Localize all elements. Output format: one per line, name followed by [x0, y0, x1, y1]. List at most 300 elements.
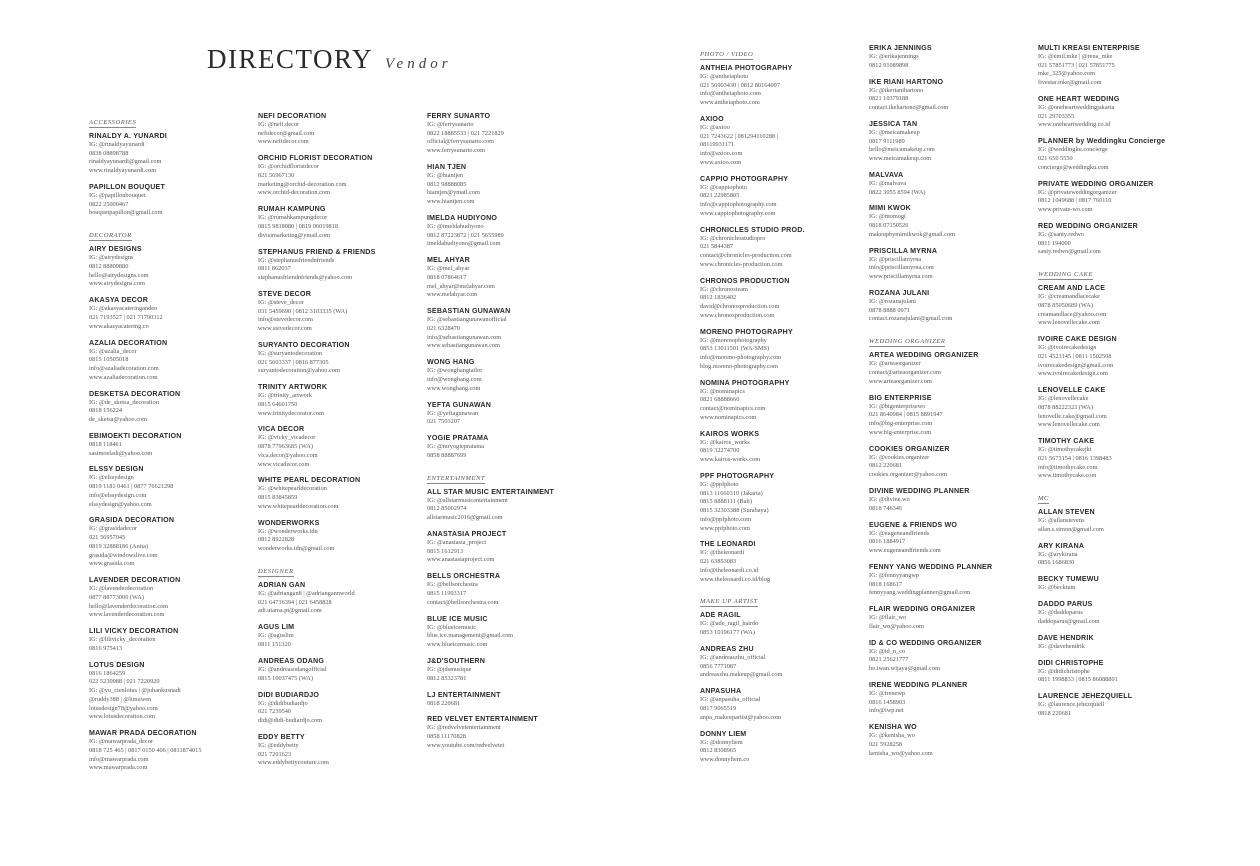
- vendor-name: WONG HANG: [427, 358, 475, 367]
- vendor-detail: IG: @bellsorchestra: [427, 581, 478, 589]
- vendor-detail: IG: @papillonbouquet: [89, 192, 146, 199]
- vendor-entry: [700, 610, 865, 637]
- vendor-detail: IG: @ivoirecakedesign: [1038, 344, 1097, 352]
- vendor-detail: IG: @axioo: [700, 124, 730, 131]
- vendor-detail: 0838 08898788: [89, 149, 129, 157]
- vendor-detail: IG: @santy.redwo: [1038, 230, 1084, 238]
- vendor-entry: [1038, 507, 1203, 534]
- vendor-detail: IG: @andreasodangofficial: [258, 665, 327, 673]
- vendor-detail: hello@lavenderdecoration.com: [89, 602, 169, 610]
- vendor-entry: [89, 131, 254, 176]
- vendor-name: RED VELVET ENTERTAINMENT: [427, 715, 538, 724]
- vendor-detail: IG: @airydesigns: [89, 254, 134, 262]
- vendor-detail: IG: @allstarmusicentertainment: [427, 496, 508, 504]
- vendor-entry: [89, 244, 254, 289]
- vendor-detail: 0818 156224: [89, 407, 123, 415]
- vendor-detail: IG: @steve_decor: [258, 298, 304, 306]
- vendor-detail: IG: @didibudiardjo: [258, 699, 308, 707]
- vendor-name: MORENO PHOTOGRAPHY: [700, 327, 793, 336]
- vendor-detail: info@timothycake.com: [1038, 463, 1098, 471]
- vendor-detail: info@stevedecor.com: [258, 316, 313, 324]
- vendor-detail: IG: @blueicemusic: [427, 623, 476, 631]
- vendor-name: MEL AHYAR: [427, 256, 470, 265]
- vendor-name: LAVENDER DECORATION: [89, 576, 181, 585]
- vendor-detail: 0811 151320: [258, 641, 291, 649]
- vendor-detail: blue.ice.management@gmail.com: [427, 632, 514, 640]
- vendor-detail: IG: @mryogiepratama: [427, 443, 485, 451]
- vendor-detail: info@iwp.net: [869, 707, 904, 715]
- vendor-detail: IG: @redvelvetentertainment: [427, 724, 501, 732]
- vendor-detail: 0878 85050689 (WA): [1038, 301, 1093, 309]
- vendor-detail: www.blueicemusic.com: [427, 641, 488, 649]
- vendor-detail: adi.utama.pt@gmail.com: [258, 607, 322, 615]
- vendor-entry: [869, 288, 1034, 324]
- vendor-detail: www.kairos-works.com: [700, 456, 761, 464]
- vendor-entry: [1038, 658, 1203, 685]
- vendor-entry: [258, 111, 423, 147]
- vendor-detail: IG: @andreaszhu_official: [700, 654, 766, 661]
- vendor-detail: IG: @irenewp: [869, 690, 906, 698]
- vendor-detail: 0812 1836402: [700, 294, 737, 302]
- vendor-detail: info@axioo.com: [700, 150, 743, 158]
- vendor-detail: 0815 1612913: [427, 547, 464, 555]
- vendor-detail: 0811 862037: [258, 265, 291, 273]
- vendor-name: YOGIE PRATAMA: [427, 434, 489, 443]
- vendor-detail: 0818 168617: [869, 580, 903, 588]
- vendor-detail: contact.ikehartono@gmail.com: [869, 104, 949, 111]
- vendor-detail: cookies.organizer@yahoo.com: [869, 471, 948, 479]
- vendor-name: AIRY DESIGNS: [89, 245, 142, 254]
- vendor-entry: [427, 111, 592, 156]
- vendor-detail: @ruddy388 | @limuwen: [89, 695, 152, 703]
- vendor-entry: [89, 389, 254, 425]
- vendor-entry: [1038, 94, 1203, 130]
- vendor-entry: [700, 686, 865, 722]
- vendor-detail: www.rinaldyayunardi.com: [89, 167, 157, 175]
- vendor-name: ADRIAN GAN: [258, 581, 306, 590]
- vendor-entry: [258, 289, 423, 334]
- vendor-name: IKE RIANI HARTONO: [869, 77, 944, 86]
- vendor-detail: 0812 85323781: [427, 674, 467, 682]
- vendor-detail: IG: @fennyyangwp: [869, 571, 920, 579]
- vendor-name: LOTUS DESIGN: [89, 660, 145, 669]
- vendor-detail: blog.moreno-photography.com: [700, 362, 778, 370]
- vendor-entry: [427, 357, 592, 393]
- vendor-entry: [427, 162, 592, 207]
- vendor-detail: contact@nominapics.com: [700, 405, 766, 413]
- vendor-entry: [700, 63, 865, 108]
- vendor-name: NOMINA PHOTOGRAPHY: [700, 378, 790, 387]
- vendor-detail: fennyyang.weddingplanner@gmail.com: [869, 589, 971, 597]
- vendor-detail: 0819 32888186 (Anita): [89, 542, 149, 550]
- vendor-detail: 0818 07150526: [869, 222, 909, 230]
- vendor-detail: IG: @ikerianihartono: [869, 86, 924, 94]
- vendor-entry: [427, 400, 592, 427]
- vendor-entry: [869, 722, 1034, 758]
- vendor-detail: IG: @chroniclesstudiopro: [700, 234, 766, 242]
- vendor-detail: 08119931171: [700, 141, 735, 149]
- vendor-detail: 0811 194000: [1038, 239, 1071, 247]
- vendor-detail: IG: @cappiophoto: [700, 183, 747, 191]
- vendor-detail: contact.rozanajulani@gmail.com: [869, 315, 953, 323]
- vendor-detail: info@cappiophotography.com: [700, 201, 777, 209]
- vendor-detail: vica.decor@yahoo.com: [258, 451, 318, 459]
- vendor-entry: [89, 626, 254, 653]
- vendor-detail: 0818 07864617: [427, 274, 467, 281]
- vendor-detail: IG: @didichristophe: [1038, 667, 1090, 675]
- vendor-detail: IG: @wonderworks.idn: [258, 527, 318, 535]
- vendor-detail: IG: @flair_wo: [869, 614, 907, 622]
- vendor-entry: [427, 690, 592, 709]
- vendor-entry: [258, 732, 423, 768]
- vendor-detail: 0858 88887699: [427, 451, 467, 459]
- vendor-name: LILI VICKY DECORATION: [89, 627, 179, 636]
- vendor-detail: www.eddybettycouture.com: [258, 759, 329, 767]
- vendor-name: YEFTA GUNAWAN: [427, 400, 492, 409]
- vendor-detail: didi@didi-budiardjo.com: [258, 716, 323, 724]
- vendor-name: DIDI CHRISTOPHE: [1038, 658, 1104, 667]
- vendor-entry: [700, 471, 865, 533]
- vendor-detail: IG: @imeldahudiyono: [427, 223, 484, 230]
- vendor-name: LAURENCE JEHEZQUIELL: [1038, 692, 1133, 701]
- vendor-detail: www.melahyar.com: [427, 291, 478, 299]
- vendor-entry: [869, 203, 1034, 239]
- vendor-detail: 021 7201623: [258, 750, 292, 758]
- vendor-name: ANPASUHA: [700, 687, 742, 696]
- directory-title: [207, 44, 452, 75]
- title-main: DIRECTORY: [207, 44, 374, 74]
- vendor-detail: www.airydesigns.com: [89, 280, 145, 288]
- vendor-detail: IG: @laurence.jehezquiell: [1038, 701, 1105, 709]
- vendor-detail: IG: @aguslim: [258, 632, 294, 640]
- vendor-entry: [427, 529, 592, 565]
- vendor-detail: www.stevedecor.com: [258, 325, 312, 332]
- vendor-detail: 021 7243622 | 081294110288 |: [700, 132, 778, 140]
- vendor-detail: info@wonghang.com: [427, 376, 482, 383]
- vendor-detail: 0815 8888111 (Bali): [700, 498, 753, 506]
- vendor-detail: 0812 87223872 | 021 5655989: [427, 231, 504, 239]
- vendor-detail: IG: @allanstevens: [1038, 517, 1085, 525]
- vendor-detail: grasida@windowslive.com: [89, 551, 158, 559]
- vendor-detail: info@ppfphoto.com: [700, 515, 752, 523]
- vendor-detail: IG: @malvava: [869, 179, 907, 187]
- vendor-detail: IG: @jdsmusique: [427, 665, 472, 673]
- vendor-name: THE LEONARDI: [700, 540, 756, 549]
- vendor-detail: 021 5603337 | 0816 877305: [258, 358, 329, 366]
- vendor-detail: www.antheiaphoto.com: [700, 99, 760, 107]
- vendor-detail: IG: @hiantjen: [427, 172, 464, 179]
- vendor-name: CHRONOS PRODUCTION: [700, 276, 790, 285]
- vendor-name: RUMAH KAMPUNG: [258, 205, 326, 214]
- vendor-detail: 021 64716394 | 021 6458828: [258, 598, 332, 606]
- vendor-name: DAVE HENDRIK: [1038, 633, 1094, 642]
- vendor-detail: sasimoeladi@yahoo.com: [89, 449, 153, 457]
- vendor-detail: www.mawarprada.com: [89, 764, 148, 772]
- vendor-detail: IG: @orchidfloristdecor: [258, 163, 319, 171]
- vendor-detail: 021 56967130: [258, 172, 295, 179]
- vendor-detail: de_sketsa@yahoo.com: [89, 416, 148, 423]
- vendor-detail: 022 5230088 | 021 7220920: [89, 678, 160, 686]
- vendor-entry: [89, 182, 254, 218]
- vendor-detail: IG: @momogi: [869, 213, 906, 221]
- vendor-detail: IG: @stephanusfriendnfriends: [258, 256, 335, 264]
- vendor-detail: 0822 18885533 | 021 7221829: [427, 129, 504, 137]
- vendor-detail: kenisha_wo@yahoo.com: [869, 749, 933, 757]
- vendor-detail: IG: @creamandlacecake: [1038, 293, 1100, 301]
- section-heading: DESIGNER: [258, 568, 294, 576]
- vendor-entry: [700, 225, 865, 270]
- vendor-entry: [1038, 633, 1203, 652]
- vendor-name: RED WEDDING ORGANIZER: [1038, 221, 1138, 230]
- vendor-entry: [869, 486, 1034, 513]
- vendor-detail: www.ferrysunarto.com: [427, 147, 485, 155]
- vendor-detail: IG: @mel_ahyar: [427, 265, 470, 273]
- vendor-detail: 0858 11170828: [427, 733, 466, 741]
- vendor-name: DADDO PARUS: [1038, 600, 1093, 609]
- vendor-name: KENISHA WO: [869, 723, 917, 732]
- vendor-detail: 0812 88809880: [89, 263, 129, 270]
- vendor-detail: IG: @adriangan8 | @adriangannworld: [258, 590, 355, 598]
- vendor-entry: [258, 382, 423, 418]
- vendor-name: FLAIR WEDDING ORGANIZER: [869, 605, 976, 614]
- vendor-entry: [1038, 283, 1203, 328]
- vendor-detail: 021 5844387: [700, 243, 734, 251]
- vendor-detail: www.grasida.com: [89, 560, 135, 568]
- vendor-entry: [869, 77, 1034, 113]
- vendor-detail: 0853 10196177 (WA): [700, 629, 755, 637]
- vendor-name: ID & CO WEDDING ORGANIZER: [869, 638, 982, 647]
- vendor-detail: santy.redwo@gmail.com: [1038, 248, 1101, 256]
- vendor-entry: [258, 690, 423, 726]
- vendor-entry: [700, 276, 865, 321]
- vendor-detail: IG: @vicky_vicadecor: [258, 434, 316, 442]
- vendor-entry: [1038, 334, 1203, 379]
- vendor-name: ELSSY DESIGN: [89, 465, 144, 474]
- vendor-detail: info@theleonardi.co.id: [700, 566, 759, 574]
- vendor-entry: [1038, 691, 1203, 718]
- vendor-detail: www.lenovellecake.com: [1038, 319, 1100, 327]
- vendor-detail: 0822 25000467: [89, 200, 129, 208]
- vendor-entry: [427, 487, 592, 523]
- vendor-name: BIG ENTERPRISE: [869, 393, 932, 402]
- vendor-name: PRISCILLA MYRNA: [869, 246, 938, 255]
- vendor-name: ROZANA JULANI: [869, 289, 930, 298]
- vendor-detail: IG: @whitepearldecoration: [258, 485, 327, 493]
- vendor-name: LJ ENTERTAINMENT: [427, 690, 501, 699]
- vendor-name: CHRONICLES STUDIO PROD.: [700, 225, 805, 234]
- vendor-detail: allstarmusic2016@gmail.com: [427, 514, 503, 522]
- vendor-name: HIAN TJEN: [427, 163, 467, 171]
- vendor-name: SEBASTIAN GUNAWAN: [427, 307, 511, 316]
- vendor-detail: info@sebastiangunawan.com: [427, 333, 502, 341]
- vendor-detail: www.lotusdecoration.com: [89, 713, 156, 721]
- section-heading: ENTERTAINMENT: [427, 474, 486, 482]
- vendor-entry: [89, 660, 254, 722]
- vendor-detail: www.hiantjen.com: [427, 198, 475, 206]
- vendor-detail: 0816 1458903: [869, 698, 906, 706]
- vendor-entry: [89, 295, 254, 331]
- section-heading: PHOTO / VIDEO: [700, 51, 754, 58]
- vendor-detail: IG: @kairos_works: [700, 438, 750, 446]
- vendor-detail: 021 56957045: [89, 534, 126, 542]
- vendor-detail: IG: @suryantodecoration: [258, 349, 323, 357]
- vendor-entry: [700, 429, 865, 465]
- vendor-detail: 0816 975413: [89, 644, 123, 652]
- vendor-detail: IG: @de_sketsa_decoration: [89, 398, 159, 406]
- vendor-entry: [869, 119, 1034, 164]
- vendor-name: TIMOTHY CAKE: [1038, 437, 1095, 446]
- vendor-detail: IG: @rozanajulani: [869, 298, 916, 306]
- vendor-detail: 0878 8888 0971: [869, 306, 910, 314]
- vendor-detail: 0811 1998833 | 0815 86088801: [1038, 676, 1118, 684]
- vendor-entry: [869, 393, 1034, 438]
- vendor-detail: www.timothycake.com: [1038, 472, 1097, 480]
- vendor-entry: [258, 656, 423, 683]
- vendor-name: STEPHANUS FRIEND & FRIENDS: [258, 247, 376, 256]
- vendor-detail: hiantjen@ymail.com: [427, 189, 480, 197]
- vendor-name: COOKIES ORGANIZER: [869, 444, 950, 453]
- vendor-detail: info@azaliadecoration.com: [89, 365, 159, 372]
- vendor-detail: 021 7239540: [258, 708, 292, 716]
- vendor-detail: www.nominapics.com: [700, 413, 757, 421]
- vendor-detail: info@moreno-photography.com: [700, 354, 782, 362]
- vendor-entry: [869, 520, 1034, 556]
- vendor-entry: [869, 562, 1034, 598]
- vendor-detail: 0856 7771087: [700, 662, 737, 670]
- vendor-detail: IG: @anpasuha_official: [700, 696, 761, 704]
- vendor-entry: [427, 213, 592, 249]
- vendor-detail: www.donnyliem.co: [700, 756, 750, 763]
- vendor-entry: [89, 728, 254, 773]
- section-heading: WEDDING CAKE: [1038, 271, 1093, 279]
- vendor-detail: IG: @erikajennings: [869, 53, 919, 60]
- vendor-detail: 0815 10505018: [89, 356, 129, 364]
- vendor-detail: 0821 68888660: [700, 396, 740, 404]
- vendor-detail: ivoirecakedesign@gmail.com: [1038, 361, 1114, 369]
- vendor-detail: IG: @sebastiangunawanofficial: [427, 316, 507, 324]
- vendor-name: AXIOO: [700, 115, 724, 123]
- vendor-name: MULTI KREASI ENTERPRISE: [1038, 44, 1140, 52]
- vendor-entry: [258, 622, 423, 649]
- vendor-detail: 0818 220681: [427, 699, 461, 707]
- vendor-detail: 0819 1181 0461 | 0877 76621298: [89, 483, 174, 491]
- vendor-name: ALL STAR MUSIC ENTERTAINMENT: [427, 487, 554, 496]
- vendor-name: ANDREAS ODANG: [258, 656, 325, 665]
- vendor-name: DIVINE WEDDING PLANNER: [869, 486, 970, 495]
- vendor-detail: 0822 3055 8594 (WA): [869, 188, 926, 196]
- vendor-detail: IG: @eugeneandfriends: [869, 529, 930, 537]
- vendor-detail: mke_325@yahoo.com: [1038, 70, 1096, 78]
- section-heading: WEDDING ORGANIZER: [869, 338, 946, 346]
- vendor-detail: 0821 10379188: [869, 95, 909, 103]
- vendor-name: ARTEA WEDDING ORGANIZER: [869, 351, 979, 360]
- vendor-detail: IG: @bigenterprisewo: [869, 402, 926, 410]
- vendor-detail: www.ivoirecakedesign.com: [1038, 370, 1108, 378]
- vendor-detail: IG: @elssydesign: [89, 474, 134, 482]
- vendor-name: JESSICA TAN: [869, 119, 918, 128]
- vendor-detail: www.ppfphoto.com: [700, 524, 750, 532]
- vendor-name: LENOVELLE CAKE: [1038, 386, 1106, 395]
- vendor-detail: IG: @chronosteam: [700, 285, 748, 293]
- vendor-detail: official@ferrysunarto.com: [427, 138, 495, 146]
- vendor-detail: 0813 11660310 (Jakarta): [700, 489, 763, 497]
- vendor-detail: 0817 9111989: [869, 137, 905, 145]
- vendor-name: WONDERWORKS: [258, 518, 320, 527]
- vendor-detail: 0853 13011501 (WA/SMS): [700, 345, 770, 353]
- vendor-detail: www.oneheartwedding.co.id: [1038, 121, 1111, 129]
- vendor-name: DESKETSA DECORATION: [89, 389, 181, 398]
- vendor-name: AZALIA DECORATION: [89, 338, 168, 347]
- vendor-name: FERRY SUNARTO: [427, 112, 491, 120]
- vendor-detail: IG: @weddingku.concierge: [1038, 146, 1108, 154]
- vendor-entry: [427, 306, 592, 351]
- vendor-detail: IG: @trinity_artwork: [258, 392, 312, 400]
- vendor-detail: nefidecor@gmail.com: [258, 129, 315, 137]
- vendor-detail: 021 29703355: [1038, 112, 1075, 120]
- vendor-detail: IG: @wonghangtailor: [427, 367, 483, 375]
- vendor-detail: 0877 88773000 (WA): [89, 593, 144, 601]
- vendor-name: BELLS ORCHESTRA: [427, 572, 501, 581]
- vendor-detail: 021 6328470: [427, 325, 461, 332]
- vendor-detail: IG: @theleonardi: [700, 549, 745, 557]
- vendor-detail: 0817 9065519: [700, 705, 737, 712]
- vendor-detail: IG: @meicamakeup: [869, 128, 920, 136]
- vendor-entry: [1038, 136, 1203, 172]
- vendor-detail: www.chronicles-production.com: [700, 260, 783, 268]
- vendor-detail: www.chronosproduction.com: [700, 311, 775, 319]
- vendor-entry: [700, 174, 865, 219]
- vendor-detail: IG: @arykirana: [1038, 550, 1078, 558]
- vendor-name: ALLAN STEVEN: [1038, 508, 1095, 517]
- vendor-detail: 0815 10037475 (WA): [258, 674, 313, 682]
- vendor-detail: anpa_makeupartist@yahoo.com: [700, 713, 782, 721]
- vendor-detail: 021 57851773 | 021 57851775: [1038, 61, 1115, 69]
- vendor-detail: 0821 25621777: [869, 656, 909, 664]
- vendor-entry: [89, 515, 254, 569]
- vendor-detail: IG: @nefi.decor: [258, 121, 300, 128]
- vendor-entry: [258, 247, 423, 283]
- vendor-name: KAIROS WORKS: [700, 429, 760, 438]
- vendor-name: MIMI KWOK: [869, 204, 911, 213]
- vendor-detail: www.theleonardi.co.id/blog: [700, 575, 771, 583]
- vendor-detail: www.axioo.com: [700, 158, 742, 166]
- vendor-entry: [1038, 574, 1203, 593]
- column-2: [258, 111, 423, 774]
- vendor-detail: hello@meicamakeup.com: [869, 146, 935, 154]
- vendor-detail: 0856 1686830: [1038, 559, 1075, 567]
- vendor-detail: IG: @lilivicky_decoration: [89, 636, 156, 644]
- vendor-detail: www.meicamakeup.com: [869, 155, 932, 162]
- vendor-detail: contact@arteaorganizer.com: [869, 369, 941, 377]
- vendor-detail: www.cappiophotography.com: [700, 209, 776, 217]
- vendor-detail: 0815 32303388 (Surabaya): [700, 507, 769, 515]
- vendor-detail: IG: @nominapics: [700, 387, 745, 395]
- title-sub: Vendor: [385, 56, 452, 72]
- vendor-name: EBIMOEKTI DECORATION: [89, 431, 182, 440]
- vendor-name: ANDREAS ZHU: [700, 645, 754, 653]
- vendor-detail: info@big-enterprise.com: [869, 420, 933, 428]
- section-heading: DECORATOR: [89, 232, 132, 240]
- vendor-detail: marketing@orchid-decoration.com: [258, 180, 347, 188]
- vendor-detail: 021 4523145 | 0811 1502508: [1038, 352, 1112, 360]
- vendor-name: ARY KIRANA: [1038, 541, 1085, 550]
- vendor-name: VICA DECOR: [258, 425, 305, 434]
- column-4: [700, 43, 865, 771]
- vendor-detail: 021 8640984 | 0815 8891947: [869, 411, 943, 419]
- vendor-name: CAPPIO PHOTOGRAPHY: [700, 174, 789, 183]
- vendor-detail: IG: @davehendrik: [1038, 642, 1085, 650]
- vendor-detail: IG: @becktum: [1038, 584, 1076, 592]
